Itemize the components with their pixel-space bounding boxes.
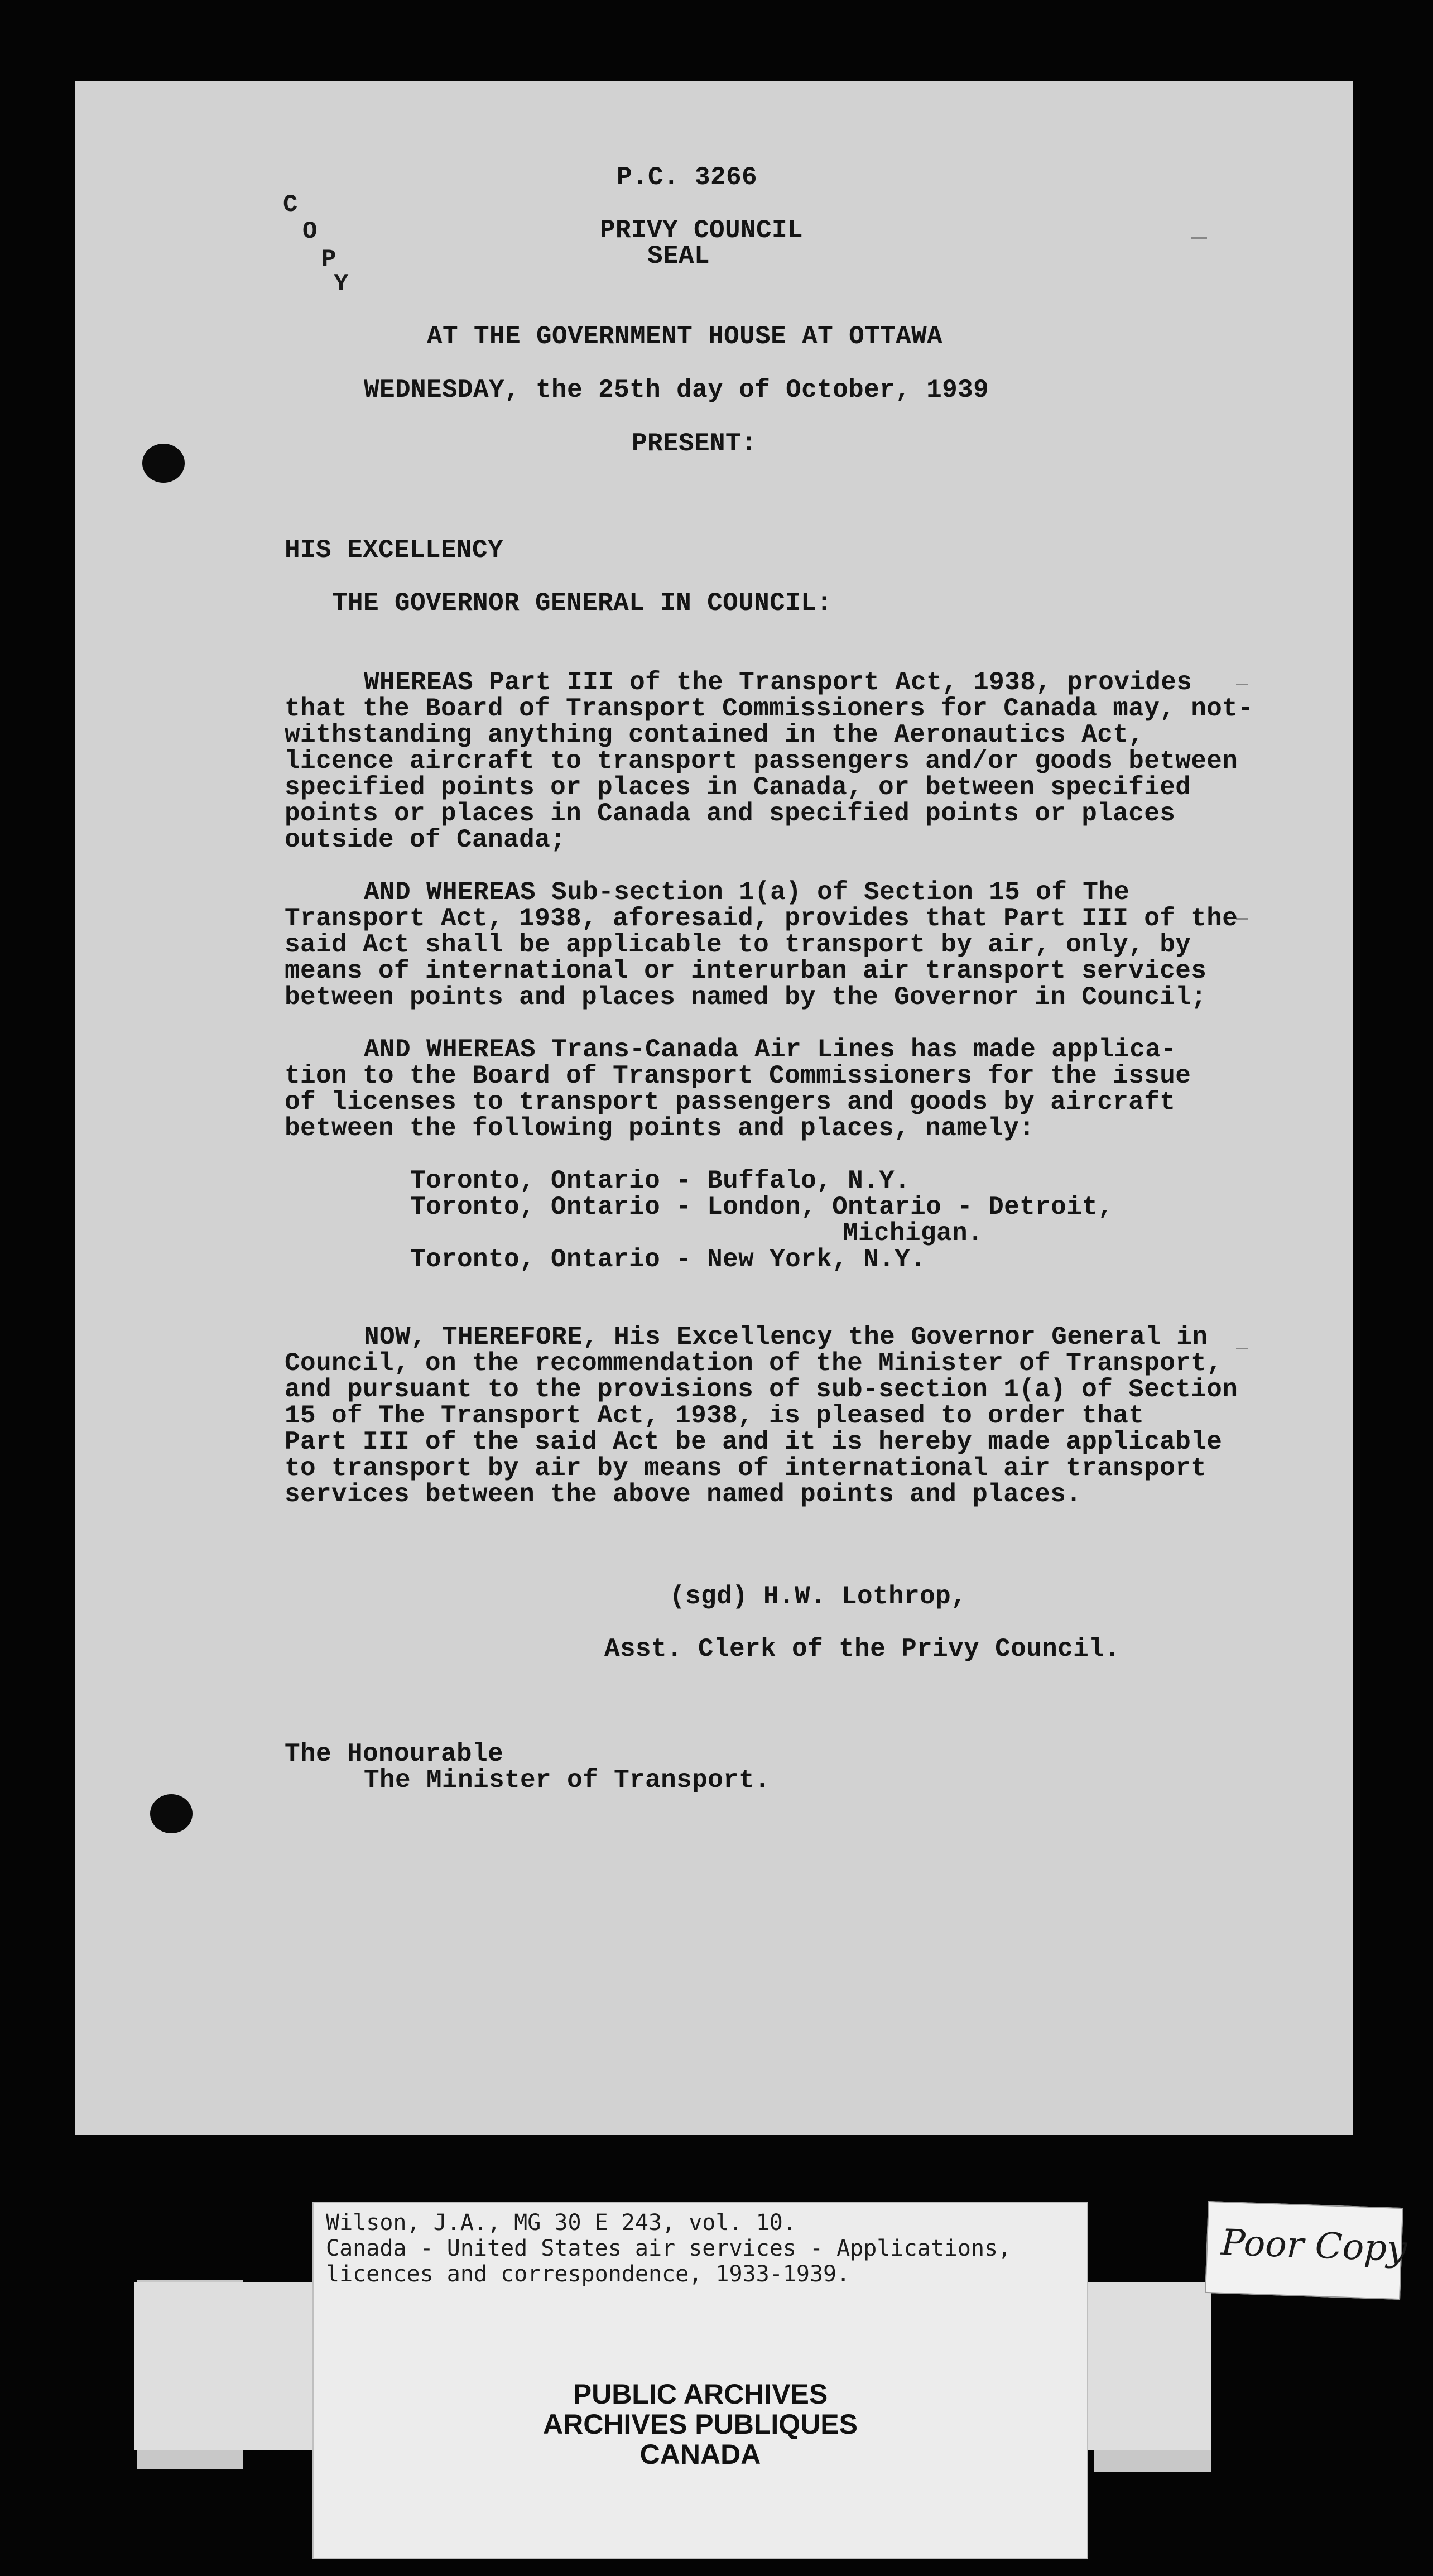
para3-line: of licenses to transport passengers and goods by aircraft <box>285 1088 1176 1117</box>
poor-copy-text: Poor Copy <box>1220 2222 1408 2270</box>
pc-number: P.C. 3266 <box>617 163 758 192</box>
addressee-title: The Minister of Transport. <box>364 1766 771 1795</box>
punch-hole-top <box>142 444 185 483</box>
present-line: PRESENT: <box>632 429 757 458</box>
council-seal: SEAL <box>647 242 710 271</box>
date-line: WEDNESDAY, the 25th day of October, 1939 <box>364 376 989 405</box>
archives-stamp-line1: PUBLIC ARCHIVES <box>573 2378 828 2410</box>
para2-line: Transport Act, 1938, aforesaid, provides that Part III of the <box>285 904 1238 933</box>
para4-line: 15 of The Transport Act, 1938, is pleased to order that <box>285 1401 1145 1430</box>
council-title: PRIVY COUNCIL <box>600 216 804 245</box>
poor-copy-note <box>1205 2201 1408 2300</box>
para1-line: WHEREAS Part III of the Transport Act, 1938, provides <box>364 668 1192 697</box>
route-line: Michigan. <box>843 1219 984 1248</box>
para4-line: NOW, THEREFORE, His Excellency the Governor General in <box>364 1323 1208 1352</box>
para2-line: between points and places named by the Governor in Council; <box>285 983 1207 1012</box>
route-line: Toronto, Ontario - Buffalo, N.Y. <box>410 1166 911 1195</box>
para3-line: AND WHEREAS Trans-Canada Air Lines has made applica- <box>364 1035 1177 1064</box>
copy-letter-y: Y <box>334 270 349 298</box>
location-line: AT THE GOVERNMENT HOUSE AT OTTAWA <box>427 322 943 351</box>
para4-line: services between the above named points and places. <box>285 1480 1082 1509</box>
signature: (sgd) H.W. Lothrop, <box>670 1582 967 1611</box>
para1-line: specified points or places in Canada, or between specified <box>285 773 1191 802</box>
addressee: The Honourable <box>285 1739 504 1768</box>
para3-line: tion to the Board of Transport Commissioners for the issue <box>285 1061 1191 1090</box>
para4-line: to transport by air by means of international air transport <box>285 1454 1207 1483</box>
copy-letter-o: O <box>302 218 318 246</box>
para3-line: between the following points and places, namely: <box>285 1114 1035 1143</box>
para2-line: AND WHEREAS Sub-section 1(a) of Section 15 of The <box>364 878 1130 907</box>
para4-line: and pursuant to the provisions of sub-section 1(a) of Section <box>285 1375 1238 1404</box>
his-excellency: HIS EXCELLENCY <box>285 536 504 565</box>
margin-mark <box>1236 1348 1248 1349</box>
punch-hole-bottom <box>150 1794 193 1833</box>
archive-label-line1: Wilson, J.A., MG 30 E 243, vol. 10. <box>326 2210 796 2236</box>
signature-title: Asst. Clerk of the Privy Council. <box>604 1635 1121 1664</box>
archives-stamp-line2: ARCHIVES PUBLIQUES <box>543 2409 858 2440</box>
route-line: Toronto, Ontario - New York, N.Y. <box>410 1245 926 1274</box>
archive-label-line3: licences and correspondence, 1933-1939. <box>326 2261 850 2287</box>
margin-mark <box>1236 918 1248 920</box>
archives-stamp-line3: CANADA <box>639 2439 761 2470</box>
para1-line: that the Board of Transport Commissioners for Canada may, not- <box>285 694 1254 723</box>
para4-line: Council, on the recommendation of the Minister of Transport, <box>285 1349 1223 1378</box>
margin-mark <box>1236 684 1248 685</box>
para1-line: licence aircraft to transport passengers and/or goods between <box>285 747 1238 776</box>
para1-line: outside of Canada; <box>285 825 566 854</box>
para4-line: Part III of the said Act be and it is hereby made applicable <box>285 1428 1223 1457</box>
copy-letter-p: P <box>321 246 336 273</box>
margin-mark <box>1191 237 1207 239</box>
para2-line: said Act shall be applicable to transport by air, only, by <box>285 930 1191 959</box>
archive-label-line2: Canada - United States air services - Applications, <box>326 2236 1012 2261</box>
para1-line: withstanding anything contained in the Aeronautics Act, <box>285 720 1145 749</box>
route-line: Toronto, Ontario - London, Ontario - Detroit, <box>410 1193 1114 1222</box>
para2-line: means of international or interurban air transport services <box>285 957 1207 986</box>
governor-general-line: THE GOVERNOR GENERAL IN COUNCIL: <box>332 589 833 618</box>
copy-letter-c: C <box>283 191 298 219</box>
para1-line: points or places in Canada and specified points or places <box>285 799 1176 828</box>
